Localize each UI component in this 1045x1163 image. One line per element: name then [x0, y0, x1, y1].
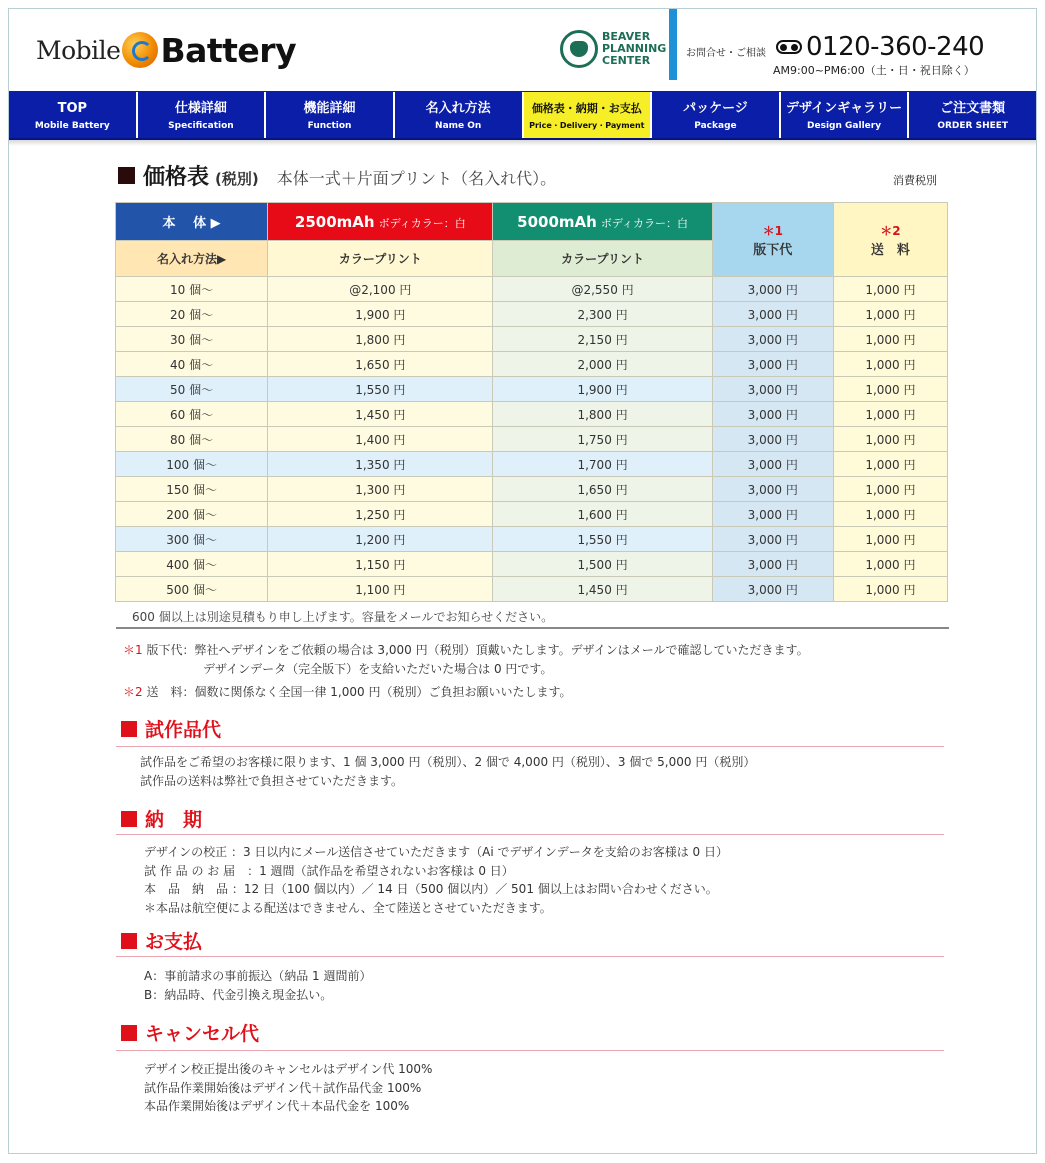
price-5000-cell: 1,500 円: [493, 552, 712, 577]
section-line: 試 作 品 の お 届 ：1 週間（試作品を希望されないお客様は 0 日）: [144, 863, 514, 878]
shipping-cell: 1,000 円: [833, 452, 947, 477]
price-section-title: [118, 160, 556, 191]
nav-sublabel: Mobile Battery: [34, 121, 110, 131]
section-divider: [116, 1050, 944, 1051]
nav-top[interactable]: [9, 92, 138, 138]
body-color-label: ボディカラー：白: [600, 216, 688, 230]
section-line: 試作品をご希望のお客様に限ります、1 個 3,000 円（税別）、2 個で 4,000 円（税別）、3 個で 5,000 円（税別）: [140, 755, 756, 769]
nav-label: TOP: [57, 101, 88, 116]
quantity-cell: 40 個〜: [116, 352, 268, 377]
plate-fee-cell: 3,000 円: [712, 477, 833, 502]
price-row: [116, 377, 948, 402]
price-title: 価格表: [143, 165, 210, 190]
price-row: [116, 302, 948, 327]
section-line: A：事前請求の事前振込（納品 1 週間前）: [144, 969, 372, 983]
plate-fee-cell: 3,000 円: [712, 352, 833, 377]
plate-fee-cell: 3,000 円: [712, 402, 833, 427]
header-shipping-label: 送 料: [870, 242, 910, 258]
plate-fee-cell: 3,000 円: [712, 502, 833, 527]
shipping-cell: 1,000 円: [833, 327, 947, 352]
header-plate-label: 版下代: [753, 242, 793, 258]
footnote-2: [123, 683, 809, 702]
price-5000-cell: 1,800 円: [493, 402, 712, 427]
price-row: [116, 402, 948, 427]
quantity-cell: 400 個〜: [116, 552, 268, 577]
section-divider: [116, 746, 944, 747]
price-2500-cell: 1,650 円: [268, 352, 493, 377]
nav-design-gallery[interactable]: [781, 92, 910, 138]
footnote-1-cont: デザインデータ（完全版下）を支給いただいた場合は 0 円です。: [203, 662, 553, 676]
business-hours: AM9:00~PM6:00（土・日・祝日除く）: [773, 64, 975, 77]
payment-section-body: [144, 967, 371, 1004]
price-table: [115, 202, 948, 602]
footnote-mark: ＊2: [880, 223, 901, 238]
section-divider: [116, 834, 944, 835]
footnote-mark: ＊1: [123, 643, 143, 657]
header-plate-fee: [712, 203, 833, 277]
price-5000-cell: 1,650 円: [493, 477, 712, 502]
company-logo[interactable]: [560, 30, 666, 68]
logo-orb-icon: [122, 32, 158, 68]
price-5000-cell: 1,600 円: [493, 502, 712, 527]
nav-shadow: [9, 140, 1036, 146]
nav-package[interactable]: [652, 92, 781, 138]
section-title-text: 納 期: [145, 809, 203, 831]
footnote-text: 送 料：個数に関係なく全国一律 1,000 円（税別）ご負担お願いいたします。: [142, 685, 572, 699]
price-row: [116, 477, 948, 502]
nav-label: 名入れ方法: [425, 101, 491, 116]
square-bullet-icon: [121, 811, 137, 827]
square-bullet-icon: [121, 1025, 137, 1041]
quantity-cell: 50 個〜: [116, 377, 268, 402]
shipping-cell: 1,000 円: [833, 402, 947, 427]
price-2500-cell: 1,800 円: [268, 327, 493, 352]
price-2500-cell: 1,200 円: [268, 527, 493, 552]
section-line: ＊本品は航空便による配送はできません、全て陸送とさせていただきます。: [144, 900, 552, 915]
plate-fee-cell: 3,000 円: [712, 377, 833, 402]
nav-name-on[interactable]: [395, 92, 524, 138]
quantity-cell: 30 個〜: [116, 327, 268, 352]
section-title-text: お支払: [145, 931, 203, 953]
table-divider: [116, 627, 949, 629]
price-5000-cell: 1,750 円: [493, 427, 712, 452]
main-nav: [9, 91, 1036, 140]
quantity-cell: 500 個〜: [116, 577, 268, 602]
plate-fee-cell: 3,000 円: [712, 327, 833, 352]
price-2500-cell: 1,150 円: [268, 552, 493, 577]
company-name-line: CENTER: [602, 54, 651, 67]
nav-sublabel: Specification: [168, 121, 234, 131]
plate-fee-cell: 3,000 円: [712, 277, 833, 302]
bear-icon: [560, 30, 598, 68]
price-row: [116, 577, 948, 602]
square-bullet-icon: [121, 933, 137, 949]
nav-sublabel: Function: [307, 121, 352, 131]
delivery-section-title: [121, 805, 202, 832]
nav-label: デザインギャラリー: [786, 101, 903, 116]
price-row: [116, 352, 948, 377]
subheader-5000-print: カラープリント: [493, 241, 712, 277]
trial-section-title: [121, 715, 221, 742]
quantity-cell: 20 個〜: [116, 302, 268, 327]
logo-battery-text: Battery: [160, 30, 297, 70]
footnote-1: [123, 641, 809, 660]
price-2500-cell: 1,450 円: [268, 402, 493, 427]
shipping-cell: 1,000 円: [833, 552, 947, 577]
section-title-text: 試作品代: [145, 719, 222, 741]
price-5000-cell: 2,300 円: [493, 302, 712, 327]
delivery-section-body: [144, 843, 728, 917]
company-name-line: BEAVER: [602, 30, 651, 43]
nav-label: 機能詳細: [303, 101, 356, 116]
section-line: 本 品 納 品 ：12 日（100 個以内）／ 14 日（500 個以内）／ 501 個以上はお問い合わせください。: [144, 882, 718, 896]
header-2500: [268, 203, 493, 241]
freedial-icon: [776, 40, 802, 54]
phone-number-text: 0120-360-240: [806, 32, 985, 62]
price-2500-cell: 1,250 円: [268, 502, 493, 527]
subheader-2500-print: カラープリント: [268, 241, 493, 277]
footnote-mark: ＊1: [762, 223, 783, 238]
nav-label: パッケージ: [683, 101, 748, 116]
price-2500-cell: 1,400 円: [268, 427, 493, 452]
price-title-tax: (税別): [215, 170, 259, 188]
company-name: [602, 31, 666, 67]
quantity-cell: 80 個〜: [116, 427, 268, 452]
square-bullet-icon: [121, 721, 137, 737]
quantity-cell: 10 個〜: [116, 277, 268, 302]
table-note: 600 個以上は別途見積もり申し上げます。容量をメールでお知らせください。: [132, 610, 554, 624]
shipping-cell: 1,000 円: [833, 527, 947, 552]
nav-order-sheet[interactable]: [909, 92, 1036, 138]
footnote-text: 版下代：弊社へデザインをご依頼の場合は 3,000 円（税別）頂戴いたします。デザインはメールで確認していただきます。: [142, 643, 809, 657]
trial-section-body: [140, 753, 755, 790]
nav-label: 仕様詳細: [174, 101, 227, 116]
nav-sublabel: Name On: [435, 121, 482, 131]
nav-specification[interactable]: [138, 92, 267, 138]
nav-label: 価格表・納期・お支払: [531, 102, 642, 115]
section-line: デザインの校正 ：3 日以内にメール送信させていただきます（Ai でデザインデータを支給のお客様は 0 日）: [144, 845, 728, 859]
price-row: [116, 502, 948, 527]
plate-fee-cell: 3,000 円: [712, 577, 833, 602]
plate-fee-cell: 3,000 円: [712, 427, 833, 452]
price-row: [116, 552, 948, 577]
price-5000-cell: 1,450 円: [493, 577, 712, 602]
price-5000-cell: 1,700 円: [493, 452, 712, 477]
quantity-cell: 60 個〜: [116, 402, 268, 427]
price-subtitle: 本体一式＋片面プリント（名入れ代）。: [276, 169, 557, 188]
price-row: [116, 452, 948, 477]
section-line: 試作品の送料は弊社で負担させていただきます。: [140, 773, 404, 788]
nav-sublabel: ORDER SHEET: [937, 121, 1009, 131]
shipping-cell: 1,000 円: [833, 502, 947, 527]
site-logo[interactable]: [36, 28, 296, 72]
price-5000-cell: 2,000 円: [493, 352, 712, 377]
quantity-cell: 150 個〜: [116, 477, 268, 502]
nav-function[interactable]: [266, 92, 395, 138]
quantity-cell: 200 個〜: [116, 502, 268, 527]
company-name-line: PLANNING: [602, 42, 667, 55]
price-2500-cell: @2,100 円: [268, 277, 493, 302]
shipping-cell: 1,000 円: [833, 277, 947, 302]
shipping-cell: 1,000 円: [833, 427, 947, 452]
section-line: 本品作業開始後はデザイン代＋本品代金を 100%: [144, 1099, 410, 1113]
price-5000-cell: 2,150 円: [493, 327, 712, 352]
payment-section-title: [121, 927, 202, 954]
shipping-cell: 1,000 円: [833, 377, 947, 402]
section-line: B：納品時、代金引換え現金払い。: [144, 987, 333, 1002]
section-line: デザイン校正提出後のキャンセルはデザイン代 100%: [144, 1062, 433, 1076]
price-row: [116, 527, 948, 552]
price-row: [116, 277, 948, 302]
section-divider: [116, 956, 944, 957]
contact-label: お問合せ・ご相談: [686, 48, 766, 59]
plate-fee-cell: 3,000 円: [712, 302, 833, 327]
cancel-section-title: [121, 1019, 259, 1046]
price-row: [116, 427, 948, 452]
shipping-cell: 1,000 円: [833, 302, 947, 327]
nav-sublabel: Package: [694, 121, 737, 131]
section-line: 試作品作業開始後はデザイン代＋試作品代金 100%: [144, 1080, 422, 1095]
header-shipping: [833, 203, 947, 277]
plate-fee-cell: 3,000 円: [712, 527, 833, 552]
price-5000-cell: @2,550 円: [493, 277, 712, 302]
nav-price-delivery-payment[interactable]: [524, 92, 653, 138]
capacity-label: 2500mAh: [294, 212, 375, 231]
shipping-cell: 1,000 円: [833, 577, 947, 602]
price-2500-cell: 1,350 円: [268, 452, 493, 477]
price-5000-cell: 1,550 円: [493, 527, 712, 552]
capacity-label: 5000mAh: [517, 212, 597, 231]
price-row: [116, 327, 948, 352]
tax-note: 消費税別: [893, 174, 937, 187]
footnote-mark: ＊2: [123, 685, 143, 699]
header-divider: [669, 9, 677, 80]
nav-label: ご注文書類: [940, 101, 1006, 116]
subheader-method: 名入れ方法▶: [116, 241, 268, 277]
shipping-cell: 1,000 円: [833, 477, 947, 502]
body-color-label: ボディカラー：白: [378, 216, 466, 230]
header-body: 本 体 ▶: [116, 203, 268, 241]
footnotes: [123, 641, 809, 702]
section-title-text: キャンセル代: [145, 1023, 260, 1045]
header-5000: [493, 203, 712, 241]
shipping-cell: 1,000 円: [833, 352, 947, 377]
price-2500-cell: 1,100 円: [268, 577, 493, 602]
price-2500-cell: 1,300 円: [268, 477, 493, 502]
cancel-section-body: [144, 1060, 432, 1116]
phone-number[interactable]: [776, 32, 984, 62]
price-2500-cell: 1,900 円: [268, 302, 493, 327]
plate-fee-cell: 3,000 円: [712, 452, 833, 477]
plate-fee-cell: 3,000 円: [712, 552, 833, 577]
nav-sublabel: Price・Delivery・Payment: [529, 121, 645, 130]
nav-sublabel: Design Gallery: [807, 121, 882, 131]
price-2500-cell: 1,550 円: [268, 377, 493, 402]
price-5000-cell: 1,900 円: [493, 377, 712, 402]
square-bullet-icon: [118, 167, 135, 184]
quantity-cell: 100 個〜: [116, 452, 268, 477]
quantity-cell: 300 個〜: [116, 527, 268, 552]
logo-mobile-text: Mobile: [36, 35, 121, 65]
